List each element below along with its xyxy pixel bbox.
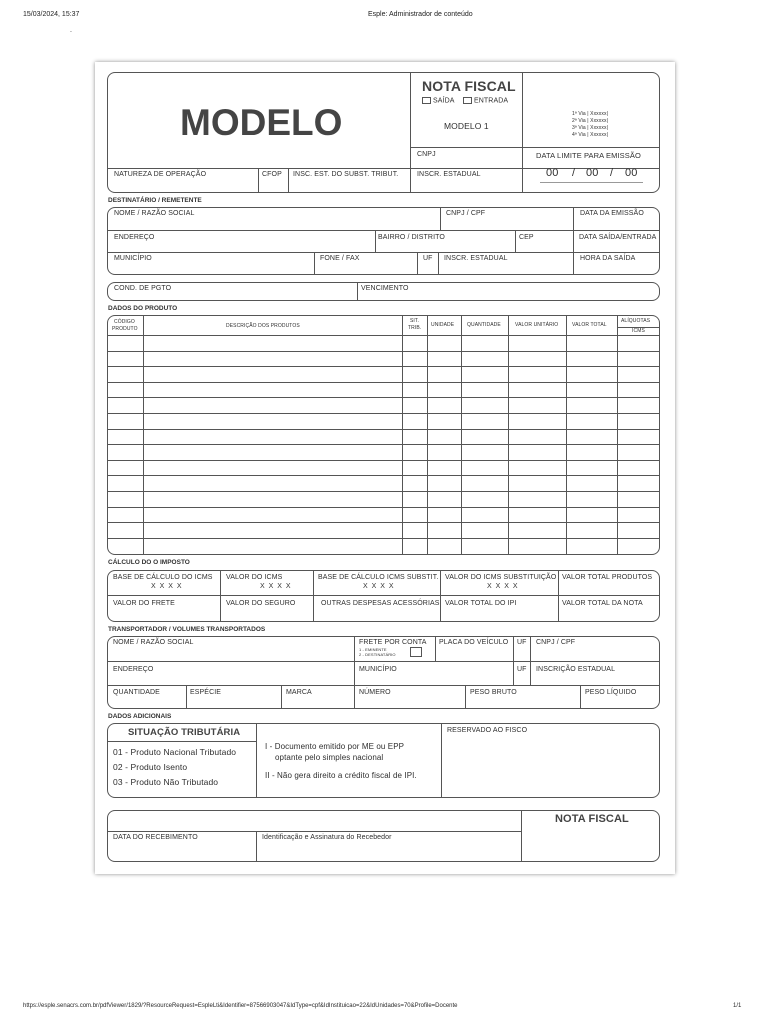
- valor-total-nota-label: VALOR TOTAL DA NOTA: [562, 600, 643, 607]
- identificacao-label: Identificação e Assinatura do Recebedor: [262, 834, 392, 841]
- nome-razao-label: NOME / RAZÃO SOCIAL: [114, 210, 195, 217]
- endereco-label: ENDEREÇO: [114, 234, 155, 241]
- nota-i-line1: I - Documento emitido por ME ou EPP: [265, 742, 405, 751]
- hora-saida-label: HORA DA SAÍDA: [580, 255, 636, 262]
- vencimento-label: VENCIMENTO: [361, 285, 409, 292]
- data-saida-label: DATA SAÍDA/ENTRADA: [579, 234, 657, 241]
- sit-01: 01 - Produto Nacional Tributado: [113, 747, 237, 757]
- product-row-line: [107, 444, 660, 445]
- t-uf-label: UF: [517, 639, 527, 646]
- especie-label: ESPÉCIE: [190, 689, 222, 696]
- valor-total-produtos-label: VALOR TOTAL PRODUTOS: [562, 574, 653, 581]
- cond-pgto-label: COND. DE PGTO: [114, 285, 172, 292]
- valor-frete-label: VALOR DO FRETE: [113, 600, 175, 607]
- product-row-line: [107, 335, 660, 336]
- base-icms-value: X X X X: [151, 583, 183, 590]
- col-icms: ICMS: [632, 328, 645, 334]
- fone-fax-label: FONE / FAX: [320, 255, 360, 262]
- section-imposto: CÁLCULO DO O IMPOSTO: [108, 559, 190, 566]
- date-mm[interactable]: 00: [586, 167, 599, 179]
- marca-label: MARCA: [286, 689, 312, 696]
- saida-checkbox[interactable]: [422, 97, 431, 104]
- data-limite-label: DATA LIMITE PARA EMISSÃO: [536, 151, 641, 160]
- quantidade-label: QUANTIDADE: [113, 689, 160, 696]
- nota-ii: II - Não gera direito a crédito fiscal de IPI.: [265, 771, 417, 780]
- valor-icms-subst-label: VALOR DO ICMS SUBSTITUIÇÃO: [445, 574, 557, 581]
- data-recebimento-label: DATA DO RECEBIMENTO: [113, 834, 198, 841]
- product-row-line: [107, 507, 660, 508]
- t-inscricao-label: INSCRIÇÃO ESTADUAL: [536, 666, 616, 673]
- cep-label: CEP: [519, 234, 534, 241]
- nota-i-line2: optante pelo simples nacional: [275, 753, 384, 762]
- t-cnpj-label: CNPJ / CPF: [536, 639, 576, 646]
- modelo-title: MODELO: [180, 102, 343, 143]
- section-produto: DADOS DO PRODUTO: [108, 305, 178, 312]
- valor-icms-label: VALOR DO ICMS: [226, 574, 283, 581]
- date-dd[interactable]: 00: [546, 167, 559, 179]
- product-row-line: [107, 475, 660, 476]
- via-1: 1ª Via | Xxxxxx|: [572, 111, 608, 117]
- valor-icms-value: X X X X: [260, 583, 292, 590]
- bairro-label: BAIRRO / DISTRITO: [378, 234, 445, 241]
- print-dot: .: [70, 27, 72, 34]
- saida-check[interactable]: SAÍDA: [422, 97, 455, 104]
- product-row-line: [107, 538, 660, 539]
- col-unidade: UNIDADE: [431, 322, 455, 328]
- numero-label: NÚMERO: [359, 689, 391, 696]
- col-sit-trib: SIT.: [410, 318, 420, 324]
- municipio-label: MUNICÍPIO: [114, 255, 152, 262]
- insc-subst-label: INSC. EST. DO SUBST. TRIBUT.: [293, 171, 399, 178]
- print-url[interactable]: https://esple.senacrs.com.br/pdfViewer/1829/?ResourceRequest=EspleLti&Identifier=87566903047&IdType=cpf&IdInstituicao=22&IdUnidades=70&Profile=Docente: [23, 1003, 458, 1009]
- frete-opt1: 1 - EMINENTE: [359, 647, 387, 652]
- entrada-checkbox[interactable]: [463, 97, 472, 104]
- situacao-title: SITUAÇÃO TRIBUTÁRIA: [128, 727, 241, 738]
- via-3: 3ª Via | Xxxxxx|: [572, 125, 608, 131]
- print-datetime: 15/03/2024, 15:37: [23, 11, 80, 18]
- nf-footer-title: NOTA FISCAL: [555, 813, 629, 825]
- frete-opt2: 2 - DESTINATÁRIO: [359, 652, 396, 657]
- base-icms-subst-label: BASE DE CÁLCULO ICMS SUBSTIT.: [318, 574, 439, 581]
- col-valor-unitario: VALOR UNITÁRIO: [515, 322, 559, 328]
- sit-03: 03 - Produto Não Tributado: [113, 777, 219, 787]
- sit-02: 02 - Produto Isento: [113, 762, 188, 772]
- via-2: 2ª Via | Xxxxxx|: [572, 118, 608, 124]
- modelo-number: MODELO 1: [444, 121, 489, 131]
- date-yy[interactable]: 00: [625, 167, 638, 179]
- frete-checkbox[interactable]: [410, 647, 422, 657]
- section-transportador: TRANSPORTADOR / VOLUMES TRANSPORTADOS: [108, 626, 266, 633]
- print-title: Esple: Administrador de conteúdo: [368, 11, 473, 18]
- section-adicionais: DADOS ADICIONAIS: [108, 713, 172, 720]
- uf-label: UF: [423, 255, 433, 262]
- product-row-line: [107, 460, 660, 461]
- inscr-estadual2-label: INSCR. ESTADUAL: [444, 255, 508, 262]
- entrada-check[interactable]: ENTRADA: [463, 97, 508, 104]
- outras-despesas-label: OUTRAS DESPESAS ACESSÓRIAS: [321, 600, 440, 607]
- placa-label: PLACA DO VEÍCULO: [439, 639, 509, 646]
- peso-liquido-label: PESO LÍQUIDO: [585, 689, 637, 696]
- cfop-label: CFOP: [262, 171, 282, 178]
- product-row-line: [107, 366, 660, 367]
- peso-bruto-label: PESO BRUTO: [470, 689, 517, 696]
- product-row-line: [107, 397, 660, 398]
- nota-fiscal-sheet: MODELO NOTA FISCAL SAÍDA ENTRADA MODELO 1 1ª Via | Xxxxxx| 2ª Via | Xxxxxx| 3ª Via | Xxxxxx| 4ª Via | Xxxxxx| CNPJ DATA LIMITE PARA EMISSÃO 00 / 00 / 00 NATUREZA DE OPERAÇÃO CFOP INSC. EST. DO SUBST. TRIBUT. INSCR. ESTADUAL DESTINATÁRIO / REMETENTE NOME / RAZÃO SOCIAL CNPJ / CPF DATA DA EMISSÃO ENDEREÇO BAIRRO / DISTRITO CEP DATA SAÍDA/ENTRADA MUNICÍPIO FONE / FAX UF INSCR. ESTADUAL HORA DA SAÍDA COND. DE PGTO VENCIMENTO DADOS DO PRODUTO CÓDIGO PRODUTO DESCRIÇÃO DOS PRODUTOS SIT. TRIB. UNIDADE QUANTIDADE VALOR UNITÁRIO VALOR TOTAL ALÍQUOTAS ICMS CÁLCULO DO O IMPOSTO BASE DE CÁLCULO DO ICMS X X X X VALOR DO ICMS X X X X BASE DE CÁLCULO ICMS SUBSTIT. X X X X VALOR DO ICMS SUBSTITUIÇÃO X X X X VALOR TOTAL PRODUTOS VALOR DO FRETE VALOR DO SEGURO OUTRAS DESPESAS ACESSÓRIAS VALOR TOTAL DO IPI VALOR TOTAL DA NOTA TRANSPORTADOR / VOLUMES TRANSPORTADOS NOME / RAZÃO SOCIAL FRETE POR CONTA 1 - EMINENTE 2 - DESTINATÁRIO PLACA DO VEÍCULO UF CNPJ / CPF ENDEREÇO MUNICÍPIO UF INSCRIÇÃO ESTADUAL QUANTIDADE ESPÉCIE MARCA NÚMERO PESO BRUTO PESO LÍQUIDO DADOS ADICIONAIS SITUAÇÃO TRIBUTÁRIA 01 - Produto Nacional Tributado 02 - Produto Isento 03 - Produto Não Tributado I - Documento emitido por ME ou EPP optante pelo simples nacional II - Não gera direito a crédito fiscal de IPI. RESERVADO AO FISCO NOTA FISCAL DATA DO RECEBIMENTO Identificação e Assinatura do Recebedor: [95, 62, 675, 874]
- product-row-line: [107, 351, 660, 352]
- product-row-line: [107, 522, 660, 523]
- product-row-line: [107, 413, 660, 414]
- print-page-number: 1/1: [733, 1003, 742, 1009]
- col-quantidade: QUANTIDADE: [467, 322, 501, 328]
- nf-title: NOTA FISCAL: [422, 78, 516, 94]
- natureza-label: NATUREZA DE OPERAÇÃO: [114, 171, 207, 178]
- valor-total-ipi-label: VALOR TOTAL DO IPI: [445, 600, 517, 607]
- col-valor-total: VALOR TOTAL: [572, 322, 607, 328]
- product-row-line: [107, 491, 660, 492]
- col-codigo: CÓDIGO: [114, 319, 135, 325]
- t-uf2-label: UF: [517, 666, 527, 673]
- t-nome-label: NOME / RAZÃO SOCIAL: [113, 639, 194, 646]
- via-4: 4ª Via | Xxxxxx|: [572, 132, 608, 138]
- section-destinatario: DESTINATÁRIO / REMETENTE: [108, 197, 202, 204]
- product-row-line: [107, 382, 660, 383]
- cnpj-label: CNPJ: [417, 151, 436, 158]
- t-endereco-label: ENDEREÇO: [113, 666, 154, 673]
- data-emissao-label: DATA DA EMISSÃO: [580, 210, 644, 217]
- product-row-line: [107, 429, 660, 430]
- valor-icms-subst-value: X X X X: [487, 583, 519, 590]
- reservado-fisco-label: RESERVADO AO FISCO: [447, 727, 528, 734]
- frete-conta-label: FRETE POR CONTA: [359, 639, 427, 646]
- inscr-estadual-label: INSCR. ESTADUAL: [417, 171, 481, 178]
- cnpj-cpf-label: CNPJ / CPF: [446, 210, 486, 217]
- base-icms-subst-value: X X X X: [363, 583, 395, 590]
- col-aliquotas: ALÍQUOTAS: [621, 318, 651, 324]
- destinatario-box: [107, 207, 660, 275]
- base-icms-label: BASE DE CÁLCULO DO ICMS: [113, 574, 213, 581]
- t-municipio-label: MUNICÍPIO: [359, 666, 397, 673]
- valor-seguro-label: VALOR DO SEGURO: [226, 600, 296, 607]
- col-descricao: DESCRIÇÃO DOS PRODUTOS: [226, 323, 300, 329]
